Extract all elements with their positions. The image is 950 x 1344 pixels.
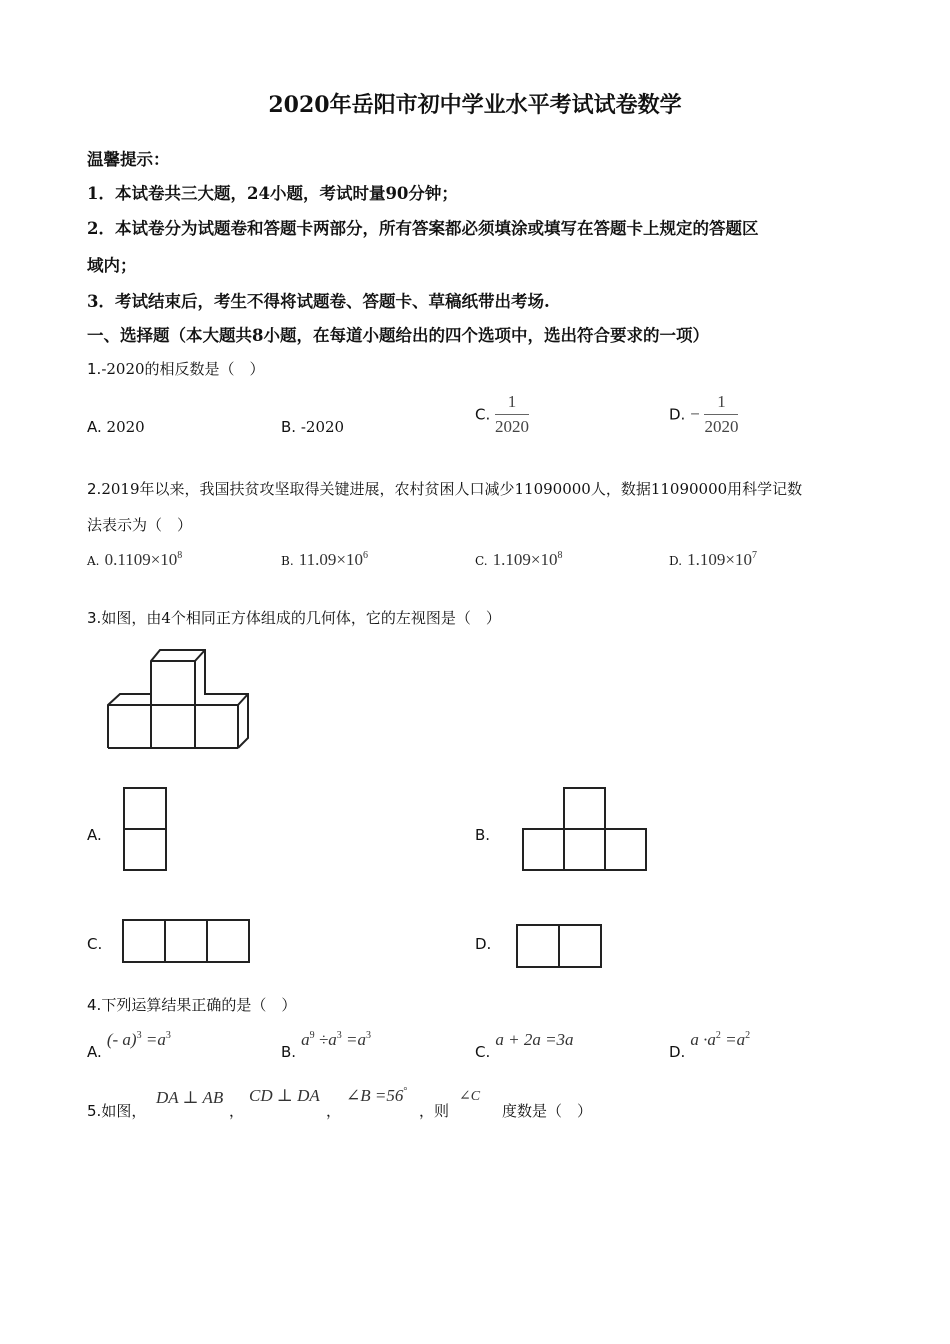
q2-option-a[interactable]: A. $0.1109\times 10^8$ [87,550,183,569]
question-4: 4.下列运算结果正确的是（ ） [87,996,297,1014]
section-heading: 一、选择题（本大题共8小题，在每道小题给出的四个选项中，选出符合要求的一项） [87,326,709,345]
page-title: 2020年岳阳市初中学业水平考试试卷数学 [268,92,682,118]
cube-figure-lines [108,650,248,748]
q3-option-a-label[interactable]: A. [87,826,102,844]
q5-tail: 度数是（ ） [502,1102,593,1120]
q3-option-d-figure[interactable] [516,924,603,969]
q1-option-a[interactable]: A. 2020 [87,418,145,436]
q5-math-da-perp-ab: DA ⊥ AB [156,1088,224,1107]
q3-option-c-label[interactable]: C. [87,935,103,953]
tip-2: 2．本试卷分为试题卷和答题卡两部分，所有答案都必须填涂或填写在答题卡上规定的答题区 [87,219,759,238]
q4-option-b[interactable]: B. $a^9 \div a^3 =a^3$ [281,1030,371,1061]
q5-math-cd-perp-da: CD ⊥ DA [249,1086,320,1105]
question-2-cont: 法表示为（ ） [87,516,193,534]
q2-option-d[interactable]: D. $1.109\times 10^7$ [669,550,757,569]
tip-2-cont: 域内； [87,256,137,275]
q3-option-d-label[interactable]: D. [475,935,492,953]
q4-option-c[interactable]: C. a + 2a =3a [475,1030,574,1061]
q5-comma-2: ， [326,1102,342,1120]
question-2: 2.2019年以来，我国扶贫攻坚取得关键进展，农村贫困人口减少11090000人，数据11090000用科学记数 [87,480,803,498]
tip-3: 3．考试结束后，考生不得将试题卷、答题卡、草稿纸带出考场. [87,292,550,311]
q5-math-angle-b: ∠B =56° [346,1086,408,1105]
q3-option-c-figure[interactable] [122,919,251,964]
q1-option-d[interactable]: D. − $\frac{1}{2020}$ [669,392,739,436]
q5-math-angle-c: ∠C [459,1089,481,1104]
q5-then: ，则 [419,1102,450,1120]
q3-option-a-figure[interactable] [123,787,168,871]
q1-option-c[interactable]: C. $\frac{1}{2020}$ [475,392,530,436]
q4-option-d[interactable]: D. $a \cdot a^2 =a^2$ [669,1030,751,1061]
question-3: 3.如图，由4个相同正方体组成的几何体，它的左视图是（ ） [87,609,501,627]
question-1: 1.-2020的相反数是（ ） [87,360,265,378]
tips-heading: 温馨提示： [87,150,170,169]
q1-option-b[interactable]: B. -2020 [281,418,345,436]
q4-option-a[interactable]: A. (- $a)^3 =a^3$ [87,1030,171,1061]
q3-option-b-label[interactable]: B. [475,826,491,844]
q2-option-c[interactable]: C. $1.109\times 10^8$ [475,550,563,569]
tip-1: 1．本试卷共三大题，24小题，考试时量90分钟； [87,184,458,203]
q3-option-b-figure[interactable] [522,787,648,871]
q5-comma-1: ， [229,1102,245,1120]
question-5-start: 5.如图， [87,1102,147,1120]
q2-option-b[interactable]: B. $11.09\times 10^6$ [281,550,368,569]
